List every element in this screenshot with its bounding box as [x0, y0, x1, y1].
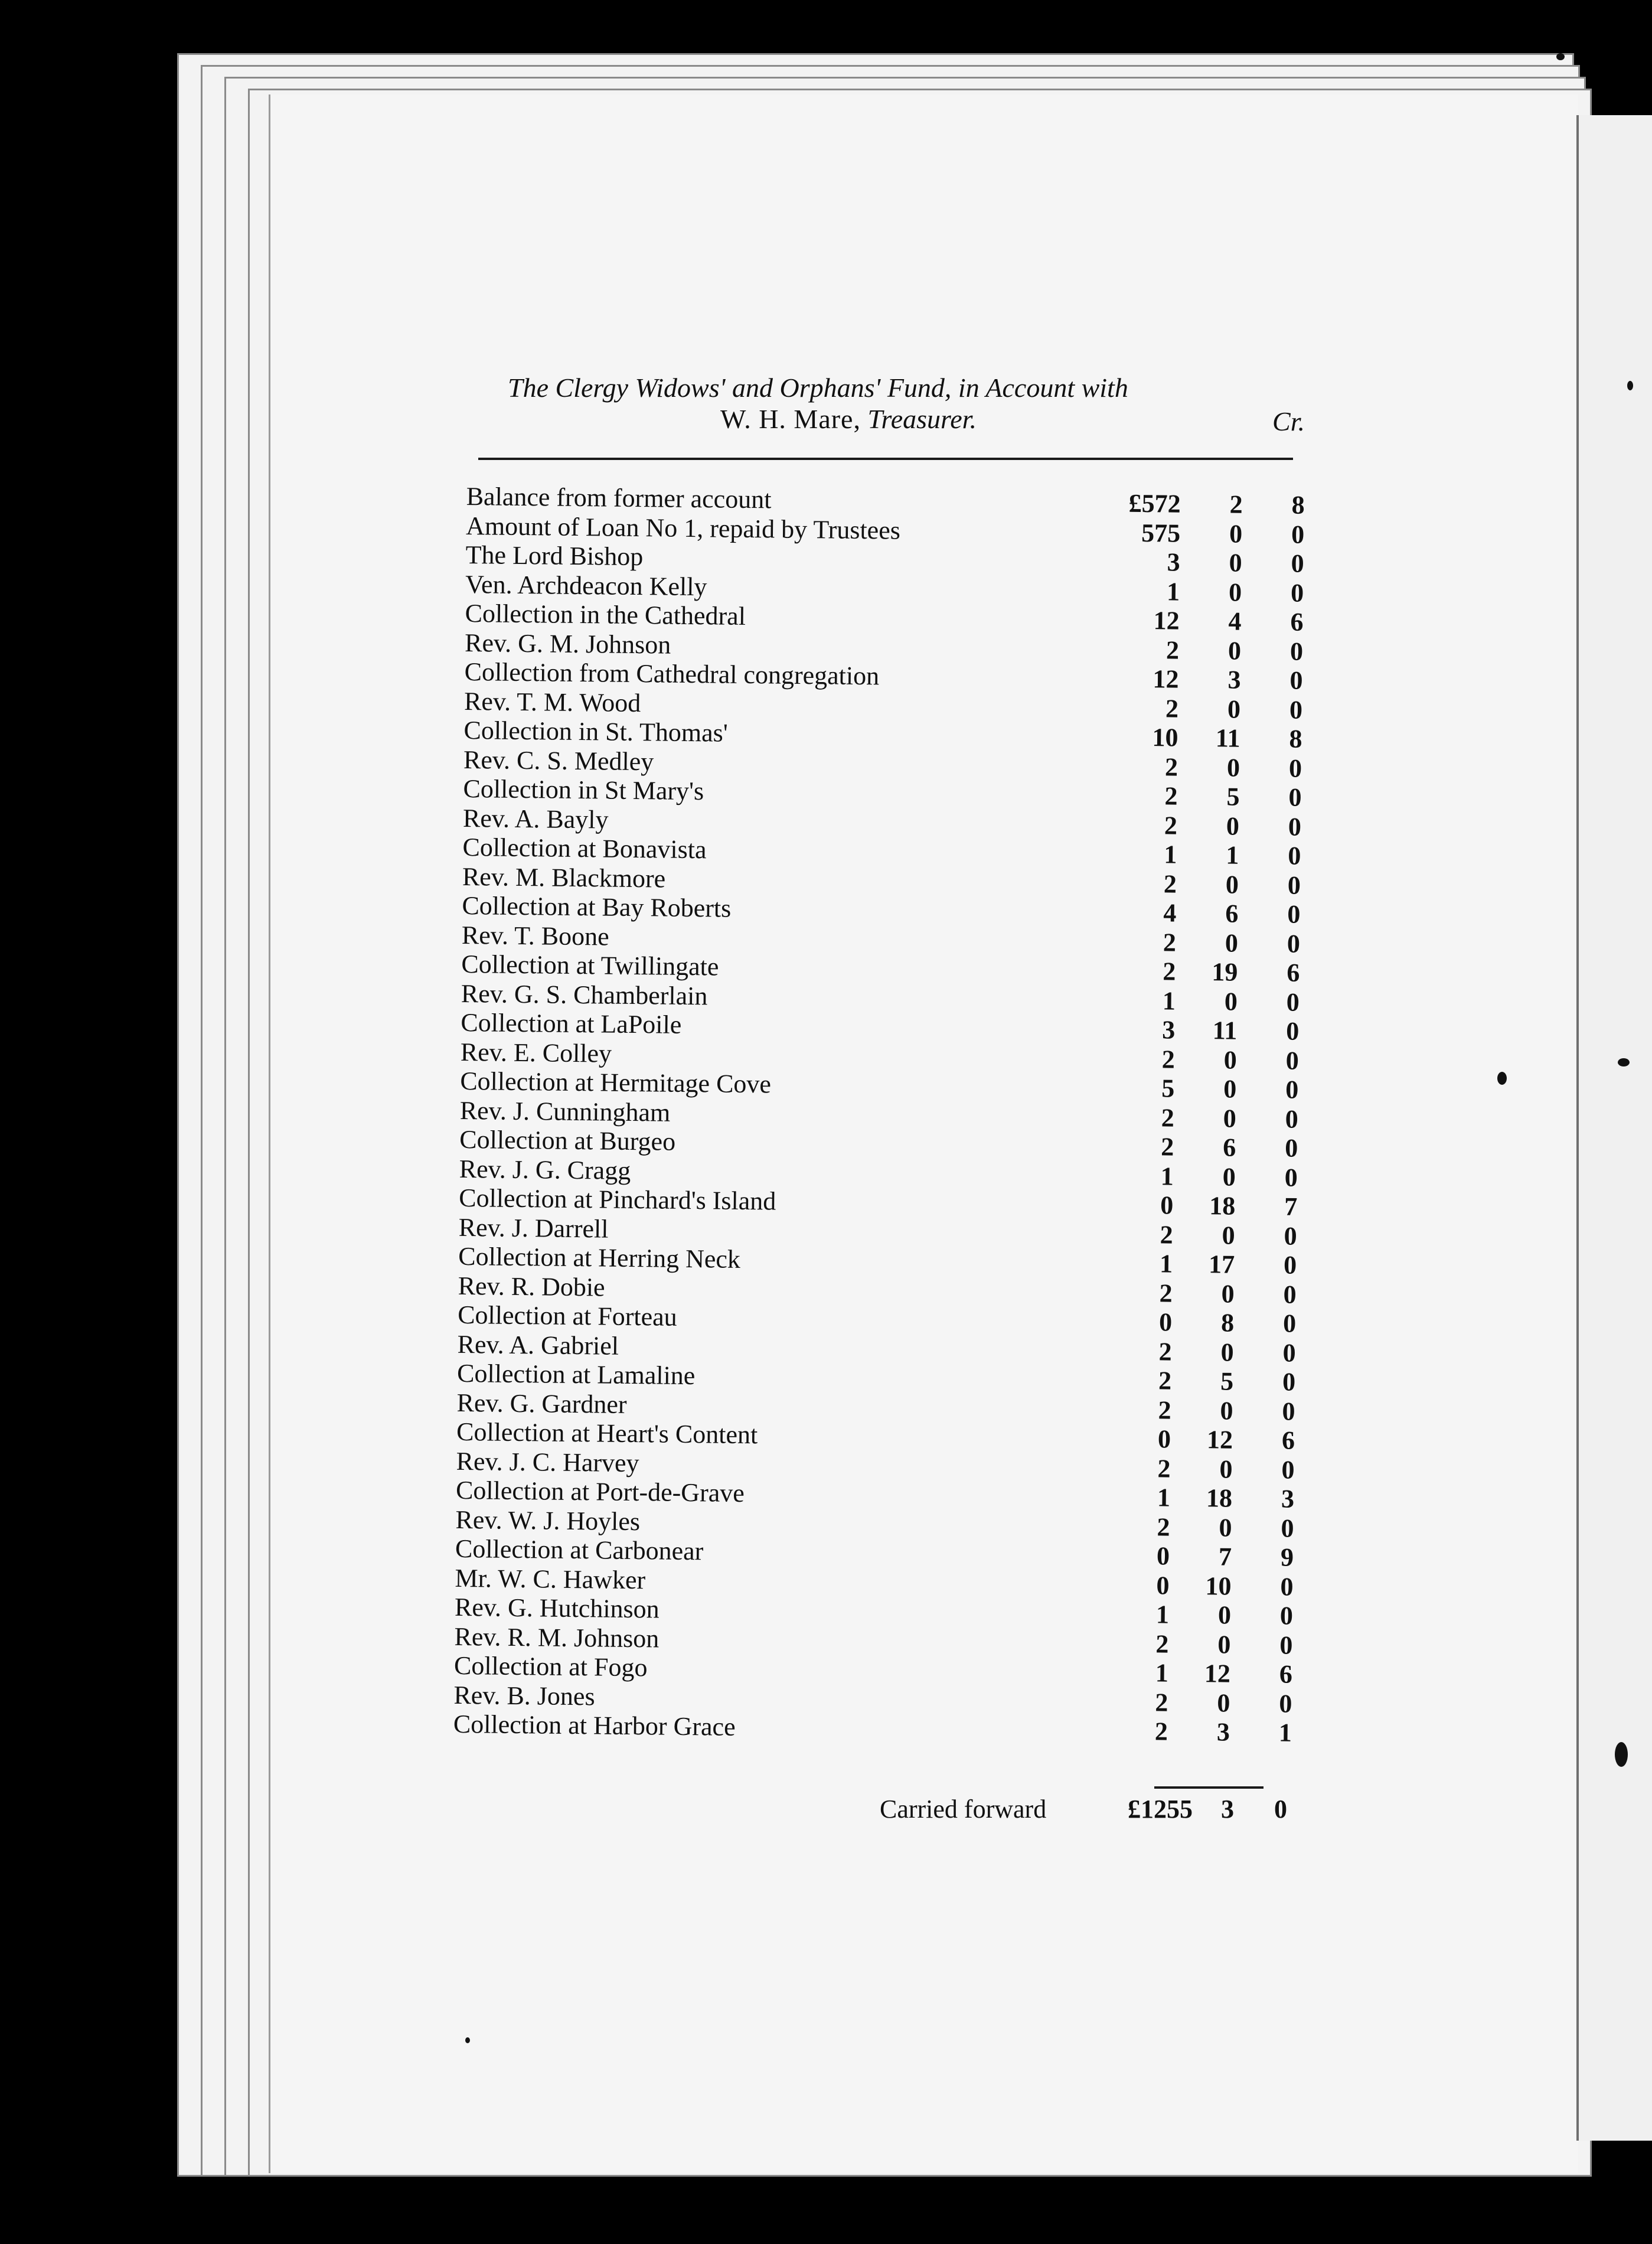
entry-shillings: 10 — [1205, 1571, 1232, 1601]
entry-shillings: 11 — [1215, 723, 1240, 753]
entry-description: Rev. T. M. Wood — [463, 686, 641, 717]
entry-shillings: 12 — [1204, 1659, 1231, 1688]
entry-shillings: 3 — [1216, 1717, 1230, 1747]
entry-pounds: 2 — [1157, 1512, 1170, 1542]
entry-pounds: 2 — [1161, 1132, 1174, 1162]
entry-description: Collection at Herring Neck — [458, 1241, 741, 1274]
entry-pounds: 2 — [1158, 1336, 1172, 1366]
entry-pence: 6 — [1281, 1426, 1295, 1455]
entry-pence: 0 — [1286, 987, 1300, 1017]
entry-pounds: 1 — [1155, 1658, 1169, 1688]
entry-description: Mr. W. C. Hawker — [455, 1563, 646, 1594]
carried-forward-row — [880, 1794, 1287, 1829]
entry-pence: 0 — [1286, 1016, 1300, 1046]
entry-shillings: 11 — [1212, 1016, 1238, 1045]
entry-pence: 0 — [1289, 666, 1303, 695]
carried-forward-pounds: £1255 — [1128, 1795, 1193, 1824]
entry-description: Rev. A. Gabriel — [457, 1329, 619, 1361]
entry-pounds: 10 — [1152, 723, 1178, 752]
entry-description: Collection in St. Thomas' — [463, 715, 728, 748]
entry-shillings: 17 — [1208, 1250, 1235, 1279]
entry-description: Collection at Fogo — [453, 1651, 648, 1682]
entry-description: Rev. G. M. Johnson — [464, 628, 671, 660]
entry-shillings: 18 — [1206, 1483, 1233, 1513]
entry-shillings: 12 — [1206, 1425, 1233, 1454]
entry-pence: 0 — [1288, 812, 1302, 842]
entry-pence: 0 — [1289, 637, 1304, 666]
entry-description: Rev. G. Gardner — [456, 1388, 627, 1419]
carried-forward-pence: 0 — [1274, 1795, 1287, 1824]
entry-pounds: 4 — [1163, 898, 1177, 928]
entry-pence: 0 — [1284, 1221, 1297, 1251]
entry-shillings: 0 — [1217, 1629, 1231, 1659]
facing-page-edge — [1576, 115, 1652, 2141]
entry-pounds: 1 — [1159, 1249, 1173, 1278]
entry-description: Collection at Twillingate — [461, 949, 719, 981]
entry-pence: 0 — [1285, 1104, 1299, 1134]
entry-pence: 0 — [1284, 1133, 1298, 1163]
carried-forward-shillings: 3 — [1221, 1795, 1234, 1824]
entry-pounds: 2 — [1163, 927, 1177, 957]
entry-pounds: 5 — [1161, 1074, 1175, 1103]
entry-shillings: 0 — [1226, 811, 1240, 841]
entry-pounds: 1 — [1160, 1161, 1174, 1191]
ledger-entries — [453, 481, 1305, 1747]
entry-pence: 8 — [1289, 724, 1302, 754]
entry-shillings: 5 — [1220, 1366, 1234, 1396]
entry-pounds: 2 — [1158, 1395, 1171, 1425]
entry-pence: 0 — [1279, 1689, 1292, 1718]
scan-speck — [1618, 1058, 1630, 1066]
entry-pence: 0 — [1279, 1630, 1293, 1660]
account-title: The Clergy Widows' and Orphans' Fund, in Account with — [508, 373, 1128, 403]
entry-pence: 6 — [1287, 958, 1300, 987]
entry-description: Collection in the Cathedral — [465, 598, 746, 631]
entry-description: Rev. B. Jones — [453, 1680, 595, 1711]
scan-speck — [465, 2037, 470, 2043]
treasurer-role: Treasurer. — [867, 404, 977, 434]
entry-pounds: 2 — [1155, 1629, 1169, 1659]
entry-description: Rev. E. Colley — [460, 1037, 612, 1068]
entry-pounds: 2 — [1159, 1278, 1173, 1308]
entry-pence: 8 — [1291, 490, 1305, 520]
entry-description: The Lord Bishop — [465, 540, 644, 572]
account-header — [508, 372, 1317, 439]
entry-shillings: 1 — [1226, 840, 1239, 870]
entry-pounds: 2 — [1164, 752, 1178, 782]
entry-pence: 0 — [1288, 754, 1302, 783]
entry-pounds: 0 — [1157, 1424, 1171, 1454]
entry-pence: 0 — [1282, 1309, 1297, 1338]
scan-speck — [1497, 1072, 1507, 1085]
entry-pounds: 3 — [1167, 547, 1180, 577]
entry-description: Collection at Carbonear — [455, 1534, 704, 1566]
entry-pounds: 2 — [1161, 1044, 1176, 1074]
entry-pence: 3 — [1281, 1484, 1295, 1514]
entry-pounds: 1 — [1162, 986, 1176, 1016]
entry-shillings: 0 — [1229, 519, 1243, 549]
entry-description: Rev. A. Bayly — [462, 803, 609, 834]
entry-pence: 0 — [1283, 1250, 1297, 1280]
entry-shillings: 0 — [1226, 753, 1240, 782]
entry-pence: 9 — [1280, 1542, 1294, 1572]
entry-pence: 0 — [1288, 782, 1302, 812]
carried-forward-label: Carried forward — [880, 1795, 1047, 1824]
entry-pence: 0 — [1288, 841, 1301, 870]
scan-speck — [1627, 381, 1633, 390]
treasurer-name: W. H. Mare, — [720, 404, 861, 434]
entry-description: Collection at Heart's Content — [456, 1417, 758, 1450]
entry-description: Amount of Loan No 1, repaid by Trustees — [465, 511, 901, 545]
entry-description: Rev. R. Dobie — [458, 1271, 605, 1302]
entry-shillings: 0 — [1219, 1512, 1232, 1542]
entry-pence: 0 — [1282, 1367, 1296, 1397]
entry-pence: 0 — [1287, 929, 1301, 958]
entry-shillings: 0 — [1221, 1278, 1235, 1309]
entry-shillings: 6 — [1225, 899, 1239, 928]
entry-shillings: 6 — [1223, 1133, 1236, 1162]
entry-pounds: 1 — [1157, 1483, 1171, 1512]
entry-shillings: 4 — [1228, 606, 1242, 636]
entry-pence: 6 — [1290, 607, 1304, 637]
entry-pounds: £572 — [1128, 488, 1181, 518]
entry-pence: 0 — [1282, 1397, 1295, 1426]
entry-shillings: 0 — [1228, 578, 1242, 607]
entry-shillings: 5 — [1226, 782, 1240, 811]
entry-pence: 0 — [1287, 870, 1301, 900]
entry-shillings: 2 — [1229, 490, 1243, 519]
entry-description: Rev. G. Hutchinson — [454, 1592, 660, 1624]
entry-description: Collection at Forteau — [457, 1300, 677, 1332]
entry-shillings: 0 — [1219, 1454, 1233, 1484]
header-rule — [478, 458, 1293, 460]
entry-description: Rev. G. S. Chamberlain — [461, 979, 708, 1010]
scan-speck — [1556, 53, 1565, 60]
entry-pounds: 0 — [1160, 1191, 1174, 1220]
entry-shillings: 0 — [1220, 1337, 1234, 1367]
scan-speck — [1615, 1742, 1628, 1767]
entry-pence: 6 — [1279, 1659, 1293, 1689]
entry-pence: 0 — [1281, 1455, 1295, 1485]
entry-shillings: 7 — [1218, 1542, 1232, 1571]
entry-shillings: 0 — [1225, 870, 1239, 899]
entry-pounds: 1 — [1164, 840, 1177, 869]
entry-pounds: 2 — [1165, 635, 1180, 665]
entry-pence: 0 — [1282, 1338, 1296, 1368]
entry-pounds: 2 — [1163, 869, 1177, 899]
entry-pence: 0 — [1291, 520, 1305, 549]
entry-pounds: 12 — [1153, 606, 1180, 635]
entry-pounds: 2 — [1158, 1366, 1172, 1395]
entry-pounds: 1 — [1166, 576, 1180, 606]
entry-pence: 0 — [1283, 1280, 1297, 1309]
entry-description: Rev. J. Darrell — [458, 1212, 609, 1244]
entry-pounds: 575 — [1141, 518, 1181, 548]
entry-shillings: 0 — [1222, 1220, 1235, 1250]
entry-shillings: 0 — [1225, 928, 1239, 958]
entry-shillings: 0 — [1223, 1103, 1237, 1133]
entry-pounds: 12 — [1153, 664, 1179, 694]
entry-shillings: 0 — [1220, 1395, 1233, 1426]
entry-pence: 0 — [1289, 695, 1303, 725]
entry-pounds: 3 — [1162, 1015, 1176, 1045]
entry-pounds: 2 — [1160, 1219, 1173, 1250]
entry-description: Collection at Bonavista — [462, 832, 707, 865]
entry-description: Collection at Burgeo — [459, 1124, 676, 1156]
entry-pounds: 2 — [1161, 1103, 1175, 1133]
entry-shillings: 0 — [1227, 694, 1241, 724]
entry-description: Collection at Pinchard's Island — [459, 1183, 776, 1216]
entry-shillings: 0 — [1223, 1045, 1238, 1075]
entry-shillings: 0 — [1217, 1688, 1230, 1718]
entry-description: Collection in St Mary's — [463, 774, 704, 806]
entry-shillings: 0 — [1229, 548, 1242, 578]
entry-description: Rev. C. S. Medley — [463, 745, 654, 776]
entry-description: Rev. W. J. Hoyles — [455, 1505, 641, 1536]
entry-description: Rev. J. C. Harvey — [456, 1446, 639, 1477]
entry-pounds: 2 — [1165, 693, 1179, 723]
entry-pounds: 2 — [1157, 1453, 1171, 1483]
treasurer-line — [720, 403, 977, 435]
entry-shillings: 0 — [1227, 636, 1242, 666]
entry-pence: 0 — [1281, 1514, 1294, 1543]
entry-shillings: 0 — [1217, 1600, 1232, 1630]
entry-pence: 0 — [1291, 549, 1304, 578]
entry-pence: 0 — [1287, 899, 1301, 929]
entry-pounds: 2 — [1163, 957, 1176, 986]
entry-shillings: 8 — [1220, 1308, 1235, 1338]
entry-pounds: 0 — [1158, 1307, 1173, 1337]
entry-description: Collection from Cathedral congregation — [464, 657, 880, 691]
entry-pence: 0 — [1280, 1572, 1294, 1602]
entry-description: Rev. R. M. Johnson — [454, 1622, 660, 1653]
entry-pounds: 2 — [1164, 781, 1178, 811]
entry-description: Ven. Archdeacon Kelly — [465, 569, 707, 601]
entry-pounds: 2 — [1154, 1717, 1168, 1746]
entry-shillings: 0 — [1224, 986, 1238, 1016]
entry-description: Collection at Lamaline — [456, 1358, 696, 1391]
entry-pence: 0 — [1285, 1075, 1299, 1104]
entry-pounds: 0 — [1156, 1570, 1170, 1600]
entry-description: Collection at Hermitage Cove — [460, 1066, 772, 1099]
entry-shillings: 3 — [1227, 665, 1241, 694]
entry-pence: 0 — [1290, 578, 1304, 608]
entry-pence: 0 — [1285, 1046, 1300, 1075]
entry-shillings: 18 — [1209, 1191, 1236, 1221]
entry-pence: 1 — [1278, 1718, 1292, 1747]
entry-pounds: 2 — [1164, 810, 1178, 840]
entry-shillings: 19 — [1212, 957, 1238, 987]
entry-description: Collection at Harbor Grace — [453, 1709, 736, 1741]
entry-pence: 0 — [1279, 1601, 1294, 1630]
entry-description: Collection at LaPoile — [461, 1007, 682, 1039]
entry-description: Rev. M. Blackmore — [462, 862, 666, 893]
entry-description: Rev. T. Boone — [461, 920, 609, 951]
entry-pounds: 0 — [1156, 1541, 1170, 1571]
entry-pounds: 1 — [1155, 1600, 1170, 1629]
entry-description: Collection at Bay Roberts — [462, 891, 732, 923]
entry-pence: 7 — [1284, 1192, 1298, 1221]
entry-description: Rev. J. Cunningham — [459, 1095, 671, 1127]
sum-rule — [1204, 1786, 1264, 1789]
entry-description: Collection at Port-de-Grave — [455, 1475, 745, 1508]
credit-side-label: Cr. — [1272, 406, 1305, 436]
entry-description: Rev. J. G. Cragg — [459, 1154, 631, 1185]
entry-pence: 0 — [1284, 1163, 1298, 1192]
entry-shillings: 0 — [1223, 1074, 1237, 1104]
entry-pounds: 2 — [1155, 1687, 1168, 1717]
entry-description: Balance from former account — [466, 481, 772, 514]
entry-shillings: 0 — [1222, 1162, 1236, 1192]
